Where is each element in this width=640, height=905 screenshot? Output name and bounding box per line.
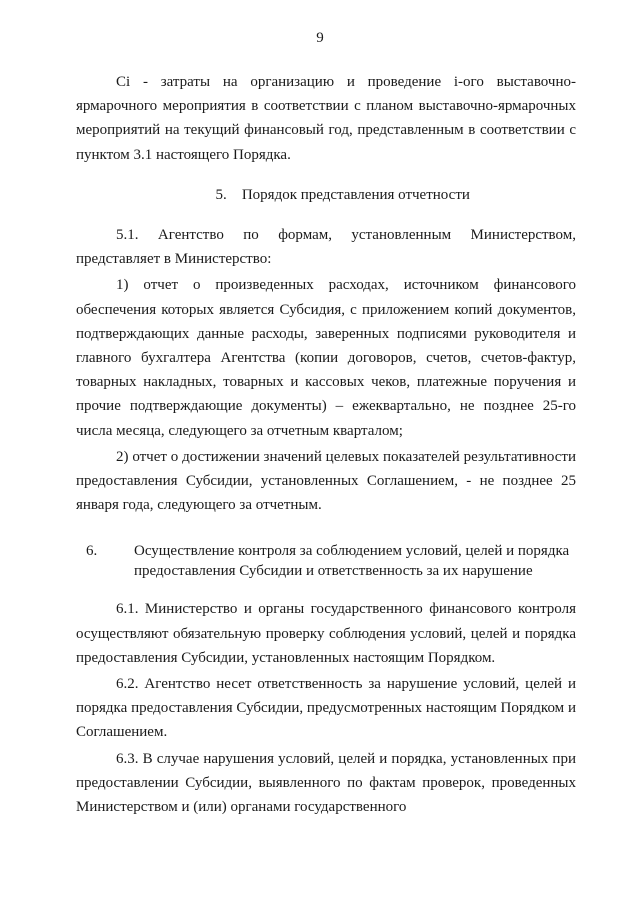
page-number: 9	[316, 30, 324, 46]
list-item-2: 2) отчет о достижении значений целевых показателей результативности предоставления Субсидии, установленных Соглашением, - не позднее 25 января года, следующего за отчетным.	[76, 448, 576, 514]
section-5-title: Порядок представления отчетности	[241, 186, 470, 203]
section-6-heading	[76, 541, 576, 581]
paragraph-5-1: 5.1. Агентство по формам, установленным Министерством, представляет в Министерство:	[76, 227, 576, 268]
list-item-1: 1) отчет о произведенных расходах, источником финансового обеспечения которых является Субсидия, с приложением копий документов, подтверждающих данные расходы, заверенных подписями руководителя и главного бухгалтера Агентства (копии договоров, счетов, счетов-фактур, товарных накладных, товарных и кассовых чеков, платежные поручения и прочие подтверждающие документы) – ежеквартально, не позднее 25-го числа месяца, следующего за отчетным кварталом;	[76, 277, 576, 439]
paragraph-ci-definition: Ci - затраты на организацию и проведение i-ого выставочно-ярмарочного мероприятия в соответствии с планом выставочно-ярмарочных мероприятий на текущий финансовый год, представленным в соответствии с пунктом 3.1 настоящего Порядка.	[76, 74, 576, 163]
section-6-title: Осуществление контроля за соблюдением условий, целей и порядка предоставления Субсидии и ответственность за их нарушение	[134, 543, 570, 580]
document-body	[76, 70, 576, 819]
paragraph-6-2: 6.2. Агентство несет ответственность за нарушение условий, целей и порядка предоставления Субсидии, предусмотренных настоящим Порядком и Соглашением.	[76, 676, 576, 741]
paragraph-6-1: 6.1. Министерство и органы государственного финансового контроля осуществляют обязательную проверку соблюдения условий, целей и порядка предоставления Субсидии, установленных настоящим Порядком.	[76, 601, 576, 666]
section-5-heading	[76, 183, 576, 207]
paragraph-6-3: 6.3. В случае нарушения условий, целей и порядка, установленных при предоставлении Субсидии, выявленного по фактам проверок, проведенных Министерством и (или) органами государственного	[76, 750, 576, 816]
section-5-number: 5.	[215, 186, 227, 203]
section-6-number: 6.	[86, 543, 98, 560]
